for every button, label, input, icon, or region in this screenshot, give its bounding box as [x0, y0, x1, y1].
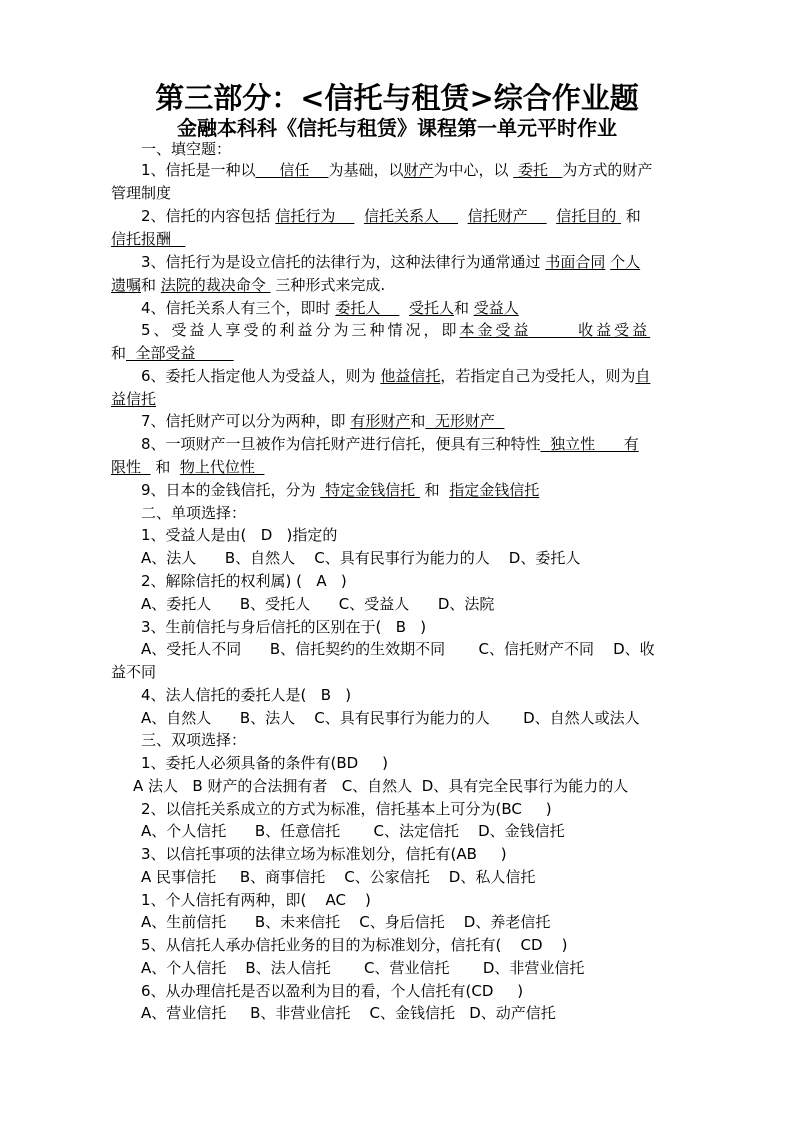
- single-choice-line: A、自然人 B、法人 C、具有民事行为能力的人 D、自然人或法人: [141, 709, 640, 727]
- blank-answer: 物上代位性: [179, 458, 265, 476]
- double-choice-line: 5、从信托人承办信托业务的目的为标准划分，信托有( CD ): [141, 936, 568, 954]
- q1-line: [141, 160, 652, 180]
- single-choice-line: A、委托人 B、受托人 C、受益人 D、法院: [141, 595, 495, 613]
- q3-continuation: [111, 275, 385, 295]
- q2-line: [141, 206, 641, 226]
- text: 和: [150, 458, 180, 476]
- q5-continuation: [111, 343, 234, 363]
- blank-answer: 全部受益: [126, 344, 234, 362]
- q3-line: [141, 252, 640, 272]
- text: 1、信托是一种以: [141, 161, 256, 179]
- blank-answer: 信托行为: [275, 207, 355, 225]
- q8-line: [141, 434, 639, 454]
- blank-answer: 财产: [403, 161, 434, 179]
- blank-answer: 个人: [610, 253, 641, 271]
- blank-answer: 本金受益 收益受益: [459, 321, 651, 339]
- blank-answer: 独立性 有: [540, 435, 639, 453]
- double-choice-line: 2、以信托关系成立的方式为标准，信托基本上可分为(BC ): [141, 800, 552, 818]
- text: 为中心，以: [433, 161, 514, 179]
- page-title: 第三部分：<信托与租赁>综合作业题: [155, 81, 639, 115]
- q8-continuation: [111, 457, 264, 477]
- single-choice-line: 1、受益人是由( D )指定的: [141, 526, 338, 544]
- text: 5、受益人享受的利益分为三种情况，即: [141, 321, 460, 339]
- q6-continuation: [111, 389, 156, 409]
- double-choice-line: A、个人信托 B、任意信托 C、法定信托 D、金钱信托: [141, 822, 565, 840]
- section-heading-fill-blank: 一、填空题：: [141, 140, 232, 158]
- text: 9、日本的金钱信托，分为: [141, 481, 321, 499]
- q1-continuation: 管理制度: [111, 184, 172, 202]
- blank-answer: 委托人: [335, 299, 400, 317]
- text: 三种形式来完成.: [270, 276, 386, 294]
- text: 和: [111, 344, 127, 362]
- text: 6、委托人指定他人为受益人，则为: [141, 367, 381, 385]
- double-choice-line: A、个人信托 B、法人信托 C、营业信托 D、非营业信托: [141, 959, 585, 977]
- q4-line: [141, 298, 519, 318]
- single-choice-line: 益不同: [111, 663, 157, 681]
- blank-answer: 受托人: [408, 299, 454, 317]
- blank-answer: 信托报酬: [111, 230, 186, 248]
- double-choice-line: A、营业信托 B、非营业信托 C、金钱信托 D、动产信托: [141, 1004, 556, 1022]
- section-heading-double-choice: 三、双项选择：: [141, 731, 247, 749]
- blank-answer: 无形财产: [425, 412, 505, 430]
- blank-answer: 书面合同: [545, 253, 606, 271]
- blank-answer: 指定金钱信托: [449, 481, 540, 499]
- blank-answer: 限性: [111, 458, 151, 476]
- page-subtitle: 金融本科科《信托与租赁》课程第一单元平时作业: [177, 116, 617, 140]
- blank-answer: 有形财产: [350, 412, 411, 430]
- q9-line: [141, 480, 539, 500]
- double-choice-line: 1、个人信托有两种，即( AC ): [141, 891, 371, 909]
- q7-line: [141, 411, 504, 431]
- section-heading-single-choice: 二、单项选择：: [141, 504, 247, 522]
- blank-answer: 特定金钱信托: [320, 481, 420, 499]
- text: 和: [419, 481, 450, 499]
- text: 7、信托财产可以分为两种，即: [141, 412, 351, 430]
- text: 8、一项财产一旦被作为信托财产进行信托，便具有三种特性: [141, 435, 541, 453]
- text: 2、信托的内容包括: [141, 207, 276, 225]
- blank-answer: 委托: [513, 161, 563, 179]
- blank-answer: 自: [635, 367, 651, 385]
- text: 和: [410, 412, 426, 430]
- double-choice-line: A 民事信托 B、商事信托 C、公家信托 D、私人信托: [141, 868, 536, 886]
- text: 为基础，以: [328, 161, 404, 179]
- single-choice-line: 4、法人信托的委托人是( B ): [141, 686, 352, 704]
- single-choice-line: 3、生前信托与身后信托的区别在于( B ): [141, 618, 427, 636]
- double-choice-line: 3、以信托事项的法律立场为标准划分，信托有(AB ): [141, 845, 507, 863]
- text: 3、信托行为是设立信托的法律行为，这种法律行为通常通过: [141, 253, 546, 271]
- q5-line: [141, 320, 650, 340]
- blank-answer: 遗嘱: [111, 276, 142, 294]
- q2-continuation: [111, 229, 185, 249]
- blank-answer: 他益信托: [380, 367, 441, 385]
- text: 为方式的财产: [562, 161, 653, 179]
- blank-answer: 益信托: [111, 390, 157, 408]
- blank-answer: 信任: [255, 161, 329, 179]
- q6-line: [141, 366, 650, 386]
- blank-answer: 信托关系人: [363, 207, 459, 225]
- blank-answer: 受益人: [473, 299, 519, 317]
- text: 和: [141, 276, 161, 294]
- single-choice-line: A、受托人不同 B、信托契约的生效期不同 C、信托财产不同 D、收: [141, 640, 655, 658]
- double-choice-line: 1、委托人必须具备的条件有(BD ): [141, 754, 388, 772]
- text: ，若指定自己为受托人，则为: [440, 367, 636, 385]
- single-choice-line: A、法人 B、自然人 C、具有民事行为能力的人 D、委托人: [141, 549, 581, 567]
- double-choice-line: A、生前信托 B、未来信托 C、身后信托 D、养老信托: [141, 913, 551, 931]
- blank-answer: 信托财产: [467, 207, 547, 225]
- text: 和: [453, 299, 474, 317]
- single-choice-line: 2、解除信托的权利属) ( A ): [141, 572, 347, 590]
- blank-answer: 信托目的: [556, 207, 621, 225]
- text: 和: [620, 207, 641, 225]
- blank-answer: 法院的裁决命令: [160, 276, 271, 294]
- double-choice-line: 6、从办理信托是否以盈利为目的看，个人信托有(CD ): [141, 982, 524, 1000]
- double-choice-line: A 法人 B 财产的合法拥有者 C、自然人 D、具有完全民事行为能力的人: [133, 777, 629, 795]
- text: 4、信托关系人有三个，即时: [141, 299, 336, 317]
